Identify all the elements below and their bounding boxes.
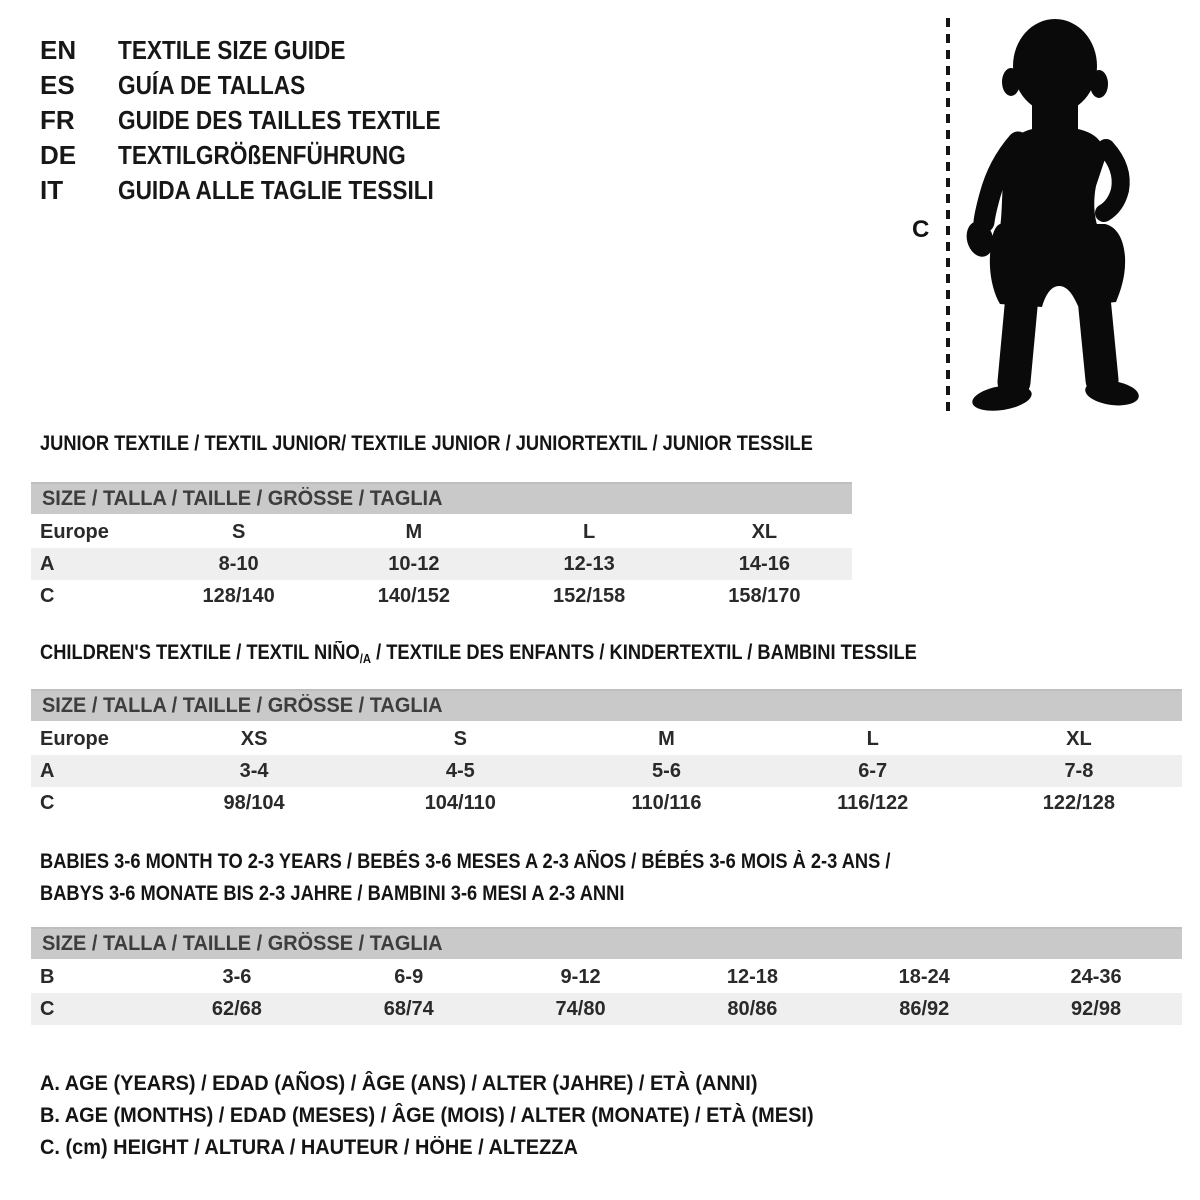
row-label: B (40, 965, 55, 988)
cell: 140/152 (377, 584, 451, 607)
children-heading-post: / TEXTILE DES ENFANTS / KINDERTEXTIL / BAMBINI TESSILE (371, 641, 917, 664)
cell: 18-24 (898, 965, 950, 988)
cell: XS (240, 727, 268, 750)
table-row-europe (31, 516, 852, 548)
table-row-months (31, 961, 1182, 993)
row-label: C (40, 791, 55, 814)
cell: 98/104 (223, 791, 285, 814)
junior-size-table (31, 482, 852, 612)
cell: L (866, 727, 879, 750)
language-row-en (40, 33, 489, 68)
footnote-a-text: A. AGE (YEARS) / EDAD (AÑOS) / ÂGE (ANS) / ALTER (JAHRE) / ETÀ (ANNI) (40, 1072, 758, 1095)
children-section-heading (40, 641, 1048, 665)
babies-size-bar (31, 927, 1182, 959)
table-row-age (31, 755, 1182, 787)
footnote-b-text: B. AGE (MONTHS) / EDAD (MESES) / ÂGE (MOIS) / ALTER (MONATE) / ETÀ (MESI) (40, 1104, 814, 1127)
language-title: TEXTILE SIZE GUIDE (118, 35, 346, 65)
language-title: GUIDE DES TAILLES TEXTILE (118, 105, 441, 135)
table-row-europe (31, 723, 1182, 755)
cell: M (405, 520, 423, 543)
cell: 128/140 (202, 584, 275, 607)
cell: 6-7 (858, 759, 888, 782)
cell: 110/116 (631, 791, 702, 814)
language-row-es (40, 68, 489, 103)
cell: 9-12 (560, 965, 601, 988)
language-row-fr (40, 103, 489, 138)
row-label: Europe (40, 520, 109, 543)
footnote-legend (40, 1068, 854, 1164)
row-label: A (40, 552, 55, 575)
language-row-it (40, 173, 489, 208)
cell: 7-8 (1064, 759, 1094, 782)
language-code: EN (40, 35, 77, 65)
row-label: Europe (40, 727, 109, 750)
row-label: A (40, 759, 55, 782)
junior-heading-text: JUNIOR TEXTILE / TEXTIL JUNIOR/ TEXTILE JUNIOR / JUNIORTEXTIL / JUNIOR TESSILE (40, 432, 813, 455)
cell: 92/98 (1071, 997, 1122, 1020)
cell: 12-18 (726, 965, 778, 988)
footnote-a (40, 1068, 854, 1100)
cell: 10-12 (388, 552, 440, 575)
footnote-c (40, 1132, 854, 1164)
babies-heading-line1: BABIES 3-6 MONTH TO 2-3 YEARS / BEBÉS 3-6 MESES A 2-3 AÑOS / BÉBÉS 3-6 MOIS À 2-3 ANS / (40, 850, 891, 873)
cell: S (453, 727, 467, 750)
table-row-height (31, 787, 1182, 819)
children-size-table (31, 689, 1182, 819)
cell: 152/158 (552, 584, 626, 607)
children-size-bar (31, 689, 1182, 721)
cell: S (231, 520, 246, 543)
cell: M (658, 727, 675, 750)
babies-heading-line2: BABYS 3-6 MONATE BIS 2-3 JAHRE / BAMBINI 3-6 MESI A 2-3 ANNI (40, 882, 625, 905)
toddler-figure (900, 10, 1160, 422)
language-title: TEXTILGRÖßENFÜHRUNG (118, 140, 406, 170)
language-title: GUÍA DE TALLAS (118, 70, 306, 100)
language-title-list (40, 33, 489, 208)
language-row-de (40, 138, 489, 173)
cell: 158/170 (728, 584, 801, 607)
cell: XL (1066, 727, 1092, 750)
cell: 116/122 (837, 791, 909, 814)
cell: 68/74 (383, 997, 434, 1020)
footnote-c-text: C. (cm) HEIGHT / ALTURA / HAUTEUR / HÖHE / ALTEZZA (40, 1136, 578, 1159)
row-label: C (40, 584, 55, 607)
cell: 3-6 (222, 965, 252, 988)
cell: 8-10 (218, 552, 259, 575)
cell: 74/80 (555, 997, 606, 1020)
size-bar-label: SIZE / TALLA / TAILLE / GRÖSSE / TAGLIA (42, 932, 443, 955)
table-row-height (31, 580, 852, 612)
cell: 62/68 (211, 997, 262, 1020)
toddler-silhouette-shape (963, 19, 1141, 415)
language-code: ES (40, 70, 75, 100)
cell: L (583, 520, 596, 543)
cell: 14-16 (738, 552, 790, 575)
footnote-b (40, 1100, 854, 1132)
children-heading-pre: CHILDREN'S TEXTILE / TEXTIL NIÑO (40, 641, 360, 664)
row-label: C (40, 997, 55, 1020)
cell: 122/128 (1042, 791, 1116, 814)
cell: 3-4 (239, 759, 269, 782)
cell: 12-13 (563, 552, 615, 575)
cell: 24-36 (1070, 965, 1122, 988)
toddler-silhouette-icon (900, 10, 1160, 422)
junior-section-heading (40, 432, 928, 456)
size-bar-label: SIZE / TALLA / TAILLE / GRÖSSE / TAGLIA (42, 487, 443, 510)
language-title: GUIDA ALLE TAGLIE TESSILI (118, 175, 434, 205)
language-code: DE (40, 140, 77, 170)
babies-section-heading (40, 846, 1018, 910)
cell: 80/86 (727, 997, 778, 1020)
junior-size-bar (31, 482, 852, 514)
size-bar-label: SIZE / TALLA / TAILLE / GRÖSSE / TAGLIA (42, 694, 443, 717)
cell: 5-6 (652, 759, 681, 782)
cell: 6-9 (394, 965, 424, 988)
cell: 86/92 (899, 997, 950, 1020)
cell: XL (751, 520, 778, 543)
table-row-height (31, 993, 1182, 1025)
table-row-age (31, 548, 852, 580)
children-heading-text (40, 641, 917, 665)
height-measure-label: C (912, 216, 930, 243)
language-code: IT (40, 175, 64, 205)
babies-size-table (31, 927, 1182, 1025)
language-code: FR (40, 105, 75, 135)
cell: 104/110 (424, 791, 496, 814)
children-heading-sub: /A (359, 651, 372, 666)
cell: 4-5 (445, 759, 475, 782)
